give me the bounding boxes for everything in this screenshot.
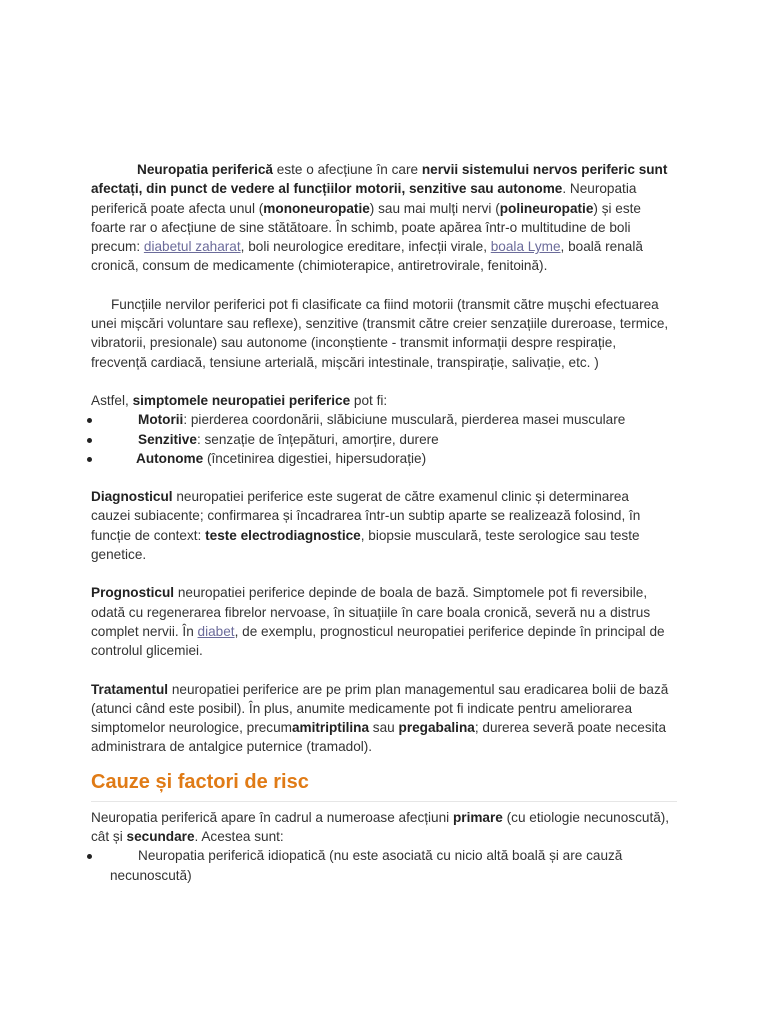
term-mononeuropatie: mononeuropatie xyxy=(263,200,370,216)
functions-paragraph: Funcțiile nervilor periferici pot fi clasificate ca fiind motorii (transmit către mușchi efectuarea unei mișcări voluntare sau reflexe), senzitive (transmit către creier senzațiile dureroase, termice, vibratorii, presionale) sau autonome (inconștiente - transmit informații despre respirație, frecvență cardiacă, tensiune arterială, mișcări intestinale, transpirație, salivație, etc. ) xyxy=(91,296,669,370)
symptoms-intro: Astfel, simptomele neuropatiei periferice pot fi: xyxy=(91,392,388,408)
article-body xyxy=(91,160,671,885)
list-item: Senzitive: senzație de înțepături, amorțire, durere xyxy=(91,430,671,449)
diagnosis-paragraph: Diagnosticul neuropatiei periferice este sugerat de către examenul clinic și determinarea cauzei subiacente; confirmarea și încadrarea într-un subtip aparte se realizează folosind, în funcție de context: teste electrodiagnostice, biopsie musculară, teste serologice sau teste genetice. xyxy=(91,489,641,563)
term-polineuropatie: polineuropatie xyxy=(499,200,594,216)
causes-intro: Neuropatia periferică apare în cadrul a numeroase afecțiuni primare (cu etiologie necunoscută), cât și secundare. Acestea sunt: xyxy=(91,809,670,845)
treatment-paragraph: Tratamentul neuropatiei periferice are pe prim plan managementul sau eradicarea bolii de bază (atunci când este posibil). În plus, anumite medicamente pot fi indicate pentru ameliorarea simptomelor neurologice, precumamitriptilina sau pregabalina; durerea severă poate necesita administrara de antalgice puternice (tramadol). xyxy=(91,681,669,755)
intro-paragraph: Neuropatia periferică este o afecțiune în care nervii sistemului nervos periferic sunt afectați, din punct de vedere al funcțiilor motorii, senzitive sau autonome. Neuropatia periferică poate afecta unul (mononeuropatie) sau mai mulți nervi (polineuropatie) și este foarte rar o afecțiune de sine stătătoare. În schimb, poate apărea într-o multitudine de boli precum: diabetul zaharat, boli neurologice ereditare, infecții virale, boala Lyme, boală renală cronică, consum de medicamente (chimioterapice, antiretrovirale, fenitoină). xyxy=(91,162,668,274)
list-item: Autonome (încetinirea digestiei, hipersudorație) xyxy=(91,449,671,468)
list-item: Motorii: pierderea coordonării, slăbiciune musculară, pierderea masei musculare xyxy=(91,410,671,429)
link-boala-lyme[interactable]: boala Lyme xyxy=(490,239,561,255)
link-diabet[interactable]: diabet xyxy=(197,623,235,639)
link-diabetul-zaharat[interactable]: diabetul zaharat xyxy=(143,239,241,255)
causes-list xyxy=(91,846,671,885)
term-neuropatia: Neuropatia periferică xyxy=(137,162,273,177)
prognosis-paragraph: Prognosticul neuropatiei periferice depinde de boala de bază. Simptomele pot fi reversibile, odată cu regenerarea fibrelor nervoase, în situațiile în care boala cronică, severă nu a distrus complet nervii. În diabet, de exemplu, prognosticul neuropatiei periferice depinde în principal de controlul glicemiei. xyxy=(91,585,665,659)
bullet-icon xyxy=(87,438,92,443)
list-item: Neuropatia periferică idiopatică (nu este asociată cu nicio altă boală și are cauză necunoscută) xyxy=(91,846,671,885)
section-heading: Cauze și factori de risc xyxy=(91,769,677,802)
symptoms-list xyxy=(91,410,671,468)
bullet-icon xyxy=(87,457,92,462)
